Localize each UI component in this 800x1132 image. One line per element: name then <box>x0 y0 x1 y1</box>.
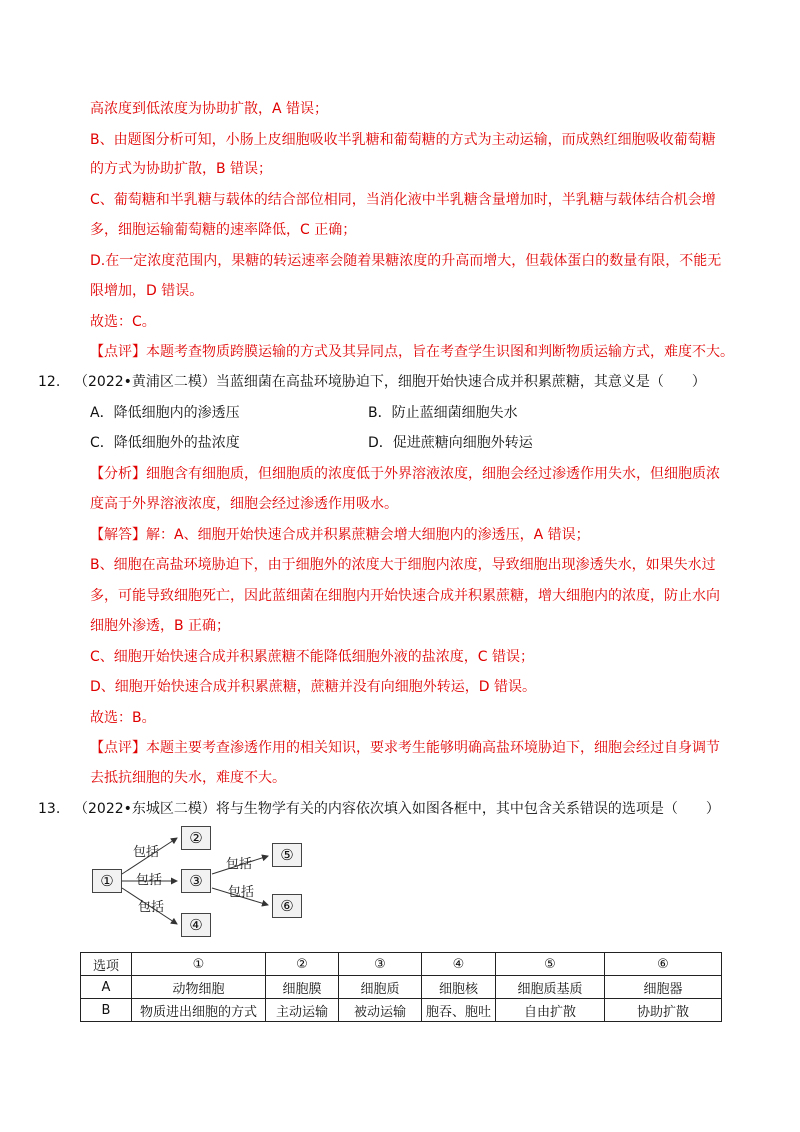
table-cell: 物质进出细胞的方式 <box>132 999 266 1022</box>
table-cell: 细胞器 <box>605 976 722 999</box>
analysis-line: 【分析】细胞含有细胞质，但细胞质的浓度低于外界溶液浓度，细胞会经过渗透作用失水，但细胞质浓 <box>90 466 720 482</box>
diagram-box-1: ① <box>92 869 122 893</box>
table-header-row <box>81 953 722 976</box>
question-number: 13. <box>38 801 61 817</box>
table-cell: 细胞质基质 <box>496 976 605 999</box>
answer-line: D.在一定浓度范围内，果糖的转运速率会随着果糖浓度的升高而增大，但载体蛋白的数量有限，不能无 <box>90 253 722 269</box>
answer-line: 限增加，D 错误。 <box>90 283 204 299</box>
solution-line: C、细胞开始快速合成并积累蔗糖不能降低细胞外液的盐浓度，C 错误； <box>90 649 534 665</box>
question-stem: （2022•东城区二模）将与生物学有关的内容依次填入如图各框中，其中包含关系错误的选项是（ ） <box>74 801 720 817</box>
question-stem: （2022•黄浦区二模）当蓝细菌在高盐环境胁迫下，细胞开始快速合成并积累蔗糖，其意义是（ ） <box>74 374 706 390</box>
diagram-label: 包括 <box>136 873 163 888</box>
option-d: D．促进蔗糖向细胞外转运 <box>368 435 533 451</box>
diagram-box-6: ⑥ <box>272 894 302 918</box>
comment-line: 【点评】本题主要考查渗透作用的相关知识，要求考生能够明确高盐环境胁迫下，细胞会经过自身调节 <box>90 740 720 756</box>
table-header-cell: ① <box>132 953 266 976</box>
diagram-label: 包括 <box>226 857 253 872</box>
table-cell: 胞吞、胞吐 <box>422 999 496 1022</box>
answer-line: 的方式为协助扩散，B 错误； <box>90 161 273 177</box>
solution-line: 【解答】解：A、细胞开始快速合成并积累蔗糖会增大细胞内的渗透压，A 错误； <box>90 527 590 543</box>
table-cell: 主动运输 <box>266 999 339 1022</box>
option-b: B．防止蓝细菌细胞失水 <box>368 405 518 421</box>
diagram-box-4: ④ <box>181 913 211 937</box>
comment-line: 【点评】本题考查物质跨膜运输的方式及其异同点，旨在考查学生识图和判断物质运输方式，难度不大。 <box>90 344 734 360</box>
table-cell: 细胞质 <box>339 976 422 999</box>
table-cell: 自由扩散 <box>496 999 605 1022</box>
option-a: A．降低细胞内的渗透压 <box>90 405 240 421</box>
table-cell: B <box>81 999 132 1022</box>
answer-choice: 故选：C。 <box>90 314 156 330</box>
diagram-box-5: ⑤ <box>272 843 302 867</box>
table-header-cell: ② <box>266 953 339 976</box>
options-table <box>80 952 722 1022</box>
table-header-cell: ⑥ <box>605 953 722 976</box>
answer-choice: 故选：B。 <box>90 710 156 726</box>
diagram-label: 包括 <box>133 845 160 860</box>
table-row <box>81 976 722 999</box>
solution-line: 细胞外渗透，B 正确； <box>90 618 231 634</box>
analysis-line: 度高于外界溶液浓度，细胞会经过渗透作用吸水。 <box>90 496 398 512</box>
diagram-label: 包括 <box>138 900 165 915</box>
option-c: C．降低细胞外的盐浓度 <box>90 435 240 451</box>
diagram-box-2: ② <box>181 826 211 850</box>
solution-line: 多，可能导致细胞死亡，因此蓝细菌在细胞内开始快速合成并积累蔗糖，增大细胞内的浓度，防止水向 <box>90 588 720 604</box>
table-header-cell: ⑤ <box>496 953 605 976</box>
table-cell: A <box>81 976 132 999</box>
table-cell: 动物细胞 <box>132 976 266 999</box>
comment-line: 去抵抗细胞的失水，难度不大。 <box>90 770 286 786</box>
table-header-cell: ④ <box>422 953 496 976</box>
answer-line: 高浓度到低浓度为协助扩散，A 错误； <box>90 101 329 117</box>
solution-line: D、细胞开始快速合成并积累蔗糖，蔗糖并没有向细胞外转运，D 错误。 <box>90 679 537 695</box>
table-cell: 细胞膜 <box>266 976 339 999</box>
table-cell: 被动运输 <box>339 999 422 1022</box>
answer-line: C、葡萄糖和半乳糖与载体的结合部位相同，当消化液中半乳糖含量增加时，半乳糖与载体结合机会增 <box>90 192 716 208</box>
table-header-cell: 选项 <box>81 953 132 976</box>
table-header-cell: ③ <box>339 953 422 976</box>
answer-line: 多，细胞运输葡萄糖的速率降低，C 正确； <box>90 222 357 238</box>
table-cell: 细胞核 <box>422 976 496 999</box>
table-row <box>81 999 722 1022</box>
answer-line: B、由题图分析可知，小肠上皮细胞吸收半乳糖和葡萄糖的方式为主动运输，而成熟红细胞吸收葡萄糖 <box>90 132 716 148</box>
question-number: 12. <box>38 374 61 390</box>
solution-line: B、细胞在高盐环境胁迫下，由于细胞外的浓度大于细胞内浓度，导致细胞出现渗透失水，如果失水过 <box>90 557 716 573</box>
table-cell: 协助扩散 <box>605 999 722 1022</box>
diagram-box-3: ③ <box>181 869 211 893</box>
diagram-label: 包括 <box>228 885 255 900</box>
